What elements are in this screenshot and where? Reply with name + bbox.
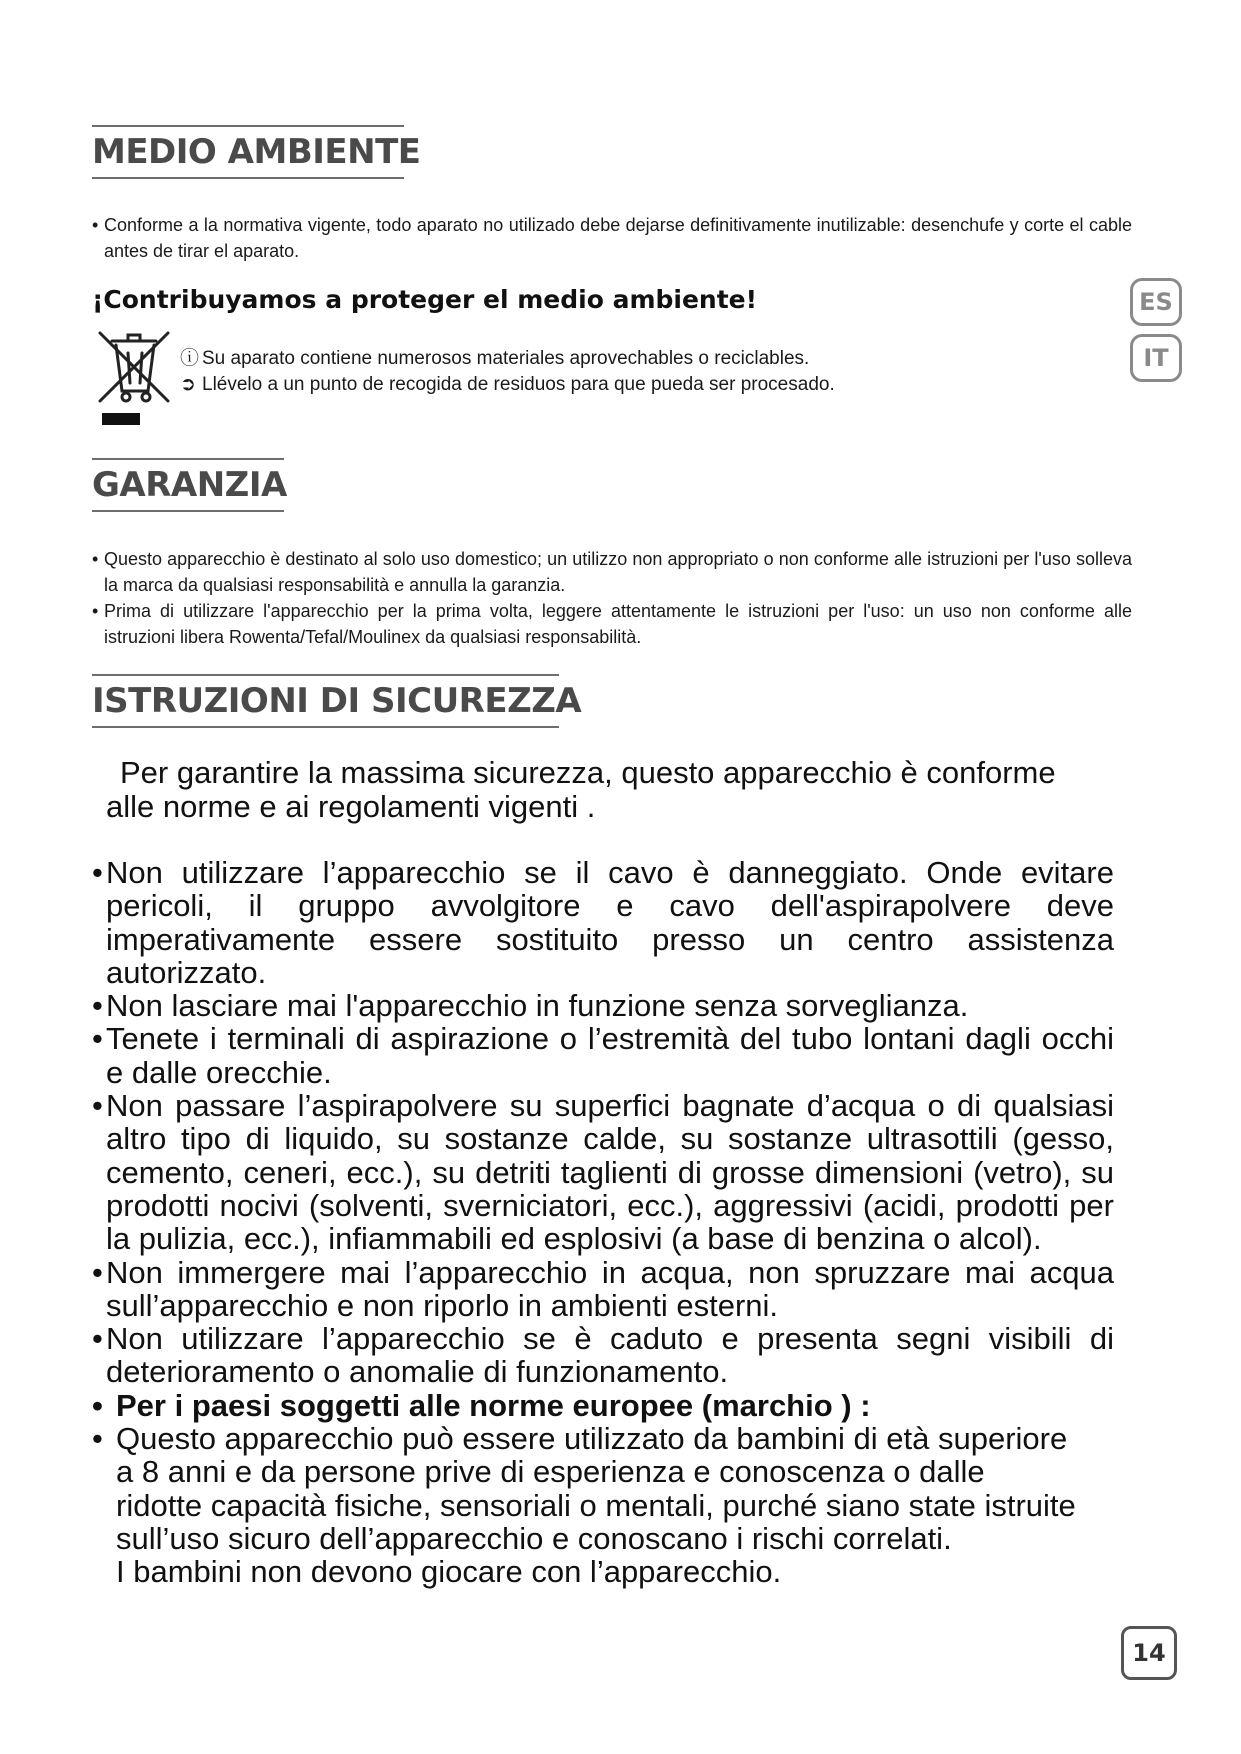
recycling-info <box>180 346 835 398</box>
list-item: • Non utilizzare l’apparecchio se è caduto e presenta segni visibili di deterioramento o anomalie di funzionamento. <box>92 1322 1114 1389</box>
intro-line-1: Per garantire la massima sicurezza, questo apparecchio è conforme <box>120 755 1056 790</box>
section-heading-garanzia <box>92 458 287 512</box>
list-item: • Non utilizzare l’apparecchio se il cavo è danneggiato. Onde evitare pericoli, il gruppo avvolgitore e cavo dell'aspirapolvere deve imperativamente essere sostituito presso un centro assistenza autorizzato. <box>92 856 1114 989</box>
info-line-text: Su aparato contiene numerosos materiales aprovechables o reciclables. <box>202 348 810 369</box>
section-heading-medio-ambiente <box>92 125 421 179</box>
recycle-line <box>180 372 835 398</box>
intro-line-2: alle norme e ai regolamenti vigenti . <box>106 789 596 824</box>
info-line <box>180 346 835 372</box>
eu-line: a 8 anni e da persone prive di esperienza e conoscenza o dalle <box>116 1454 985 1490</box>
section-heading-sicurezza <box>92 674 582 728</box>
heading-rule-bottom <box>92 177 404 179</box>
language-tab-es[interactable]: ES <box>1130 278 1182 326</box>
list-item: • Conforme a la normativa vigente, todo aparato no utilizado debe dejarse definitivamente inutilizable: desenchufe y corte el cable antes de tirar el aparato. <box>92 212 1132 264</box>
safety-intro <box>106 756 1146 824</box>
heading-title: ISTRUZIONI DI SICUREZZA <box>92 681 582 721</box>
list-item: • Tenete i terminali di aspirazione o l’estremità del tubo lontani dagli occhi e dalle orecchie. <box>92 1022 1114 1089</box>
list-item: • Non immergere mai l’apparecchio in acqua, non spruzzare mai acqua sull’apparecchio e non riporlo in ambienti esterni. <box>92 1256 1114 1323</box>
eu-line: sull’uso sicuro dell’apparecchio e conoscano i rischi correlati. <box>116 1520 952 1556</box>
garanzia-text <box>92 546 1132 650</box>
safety-list <box>92 856 1114 1589</box>
eu-heading: • Per i paesi soggetti alle norme europee (marchio ) : <box>92 1389 1114 1422</box>
info-icon: ⓘ <box>180 348 200 369</box>
list-item: • Non passare l’aspirapolvere su superfici bagnate d’acqua o di qualsiasi altro tipo di liquido, su sostanze calde, su sostanze ultrasottili (gesso, cemento, ceneri, ecc.), su detriti taglienti di grosse dimensioni (vetro), su prodotti nocivi (solventi, sverniciatori, ecc.), aggressivi (acidi, prodotti per la pulizia, ecc.), infiammabili ed esplosivi (a base di benzina o alcol). <box>92 1089 1114 1255</box>
heading-title: MEDIO AMBIENTE <box>92 132 421 172</box>
list-item: • Questo apparecchio è destinato al solo uso domestico; un utilizzo non appropriato o non conforme alle istruzioni per l'uso solleva la marca da qualsiasi responsabilità e annulla la garanzia. <box>92 546 1132 598</box>
heading-title: GARANZIA <box>92 465 287 505</box>
environment-subheading: ¡Contribuyamos a proteger el medio ambiente! <box>92 285 758 314</box>
page-number: 14 <box>1121 1626 1177 1680</box>
list-item: • Non lasciare mai l'apparecchio in funzione senza sorveglianza. <box>92 989 1114 1022</box>
eu-line: • Questo apparecchio può essere utilizzato da bambini di età superiore <box>116 1421 1068 1457</box>
language-tab-it[interactable]: IT <box>1130 334 1182 382</box>
medio-ambiente-text <box>92 212 1132 264</box>
eu-line: ridotte capacità fisiche, sensoriali o mentali, purché siano state istruite <box>116 1487 1076 1523</box>
heading-rule-bottom <box>92 510 284 512</box>
recycle-line-text: Llévelo a un punto de recogida de residuos para que pueda ser procesado. <box>202 374 835 395</box>
heading-rule-bottom <box>92 726 559 728</box>
eu-paragraph <box>92 1422 1114 1588</box>
recycle-arrow-icon: ➲ <box>180 374 196 395</box>
weee-bin-icon <box>94 325 174 435</box>
eu-line: I bambini non devono giocare con l’apparecchio. <box>116 1554 782 1590</box>
list-item: • Prima di utilizzare l'apparecchio per la prima volta, leggere attentamente le istruzioni per l'uso: un uso non conforme alle istruzioni libera Rowenta/Tefal/Moulinex da qualsiasi responsabilità. <box>92 598 1132 650</box>
